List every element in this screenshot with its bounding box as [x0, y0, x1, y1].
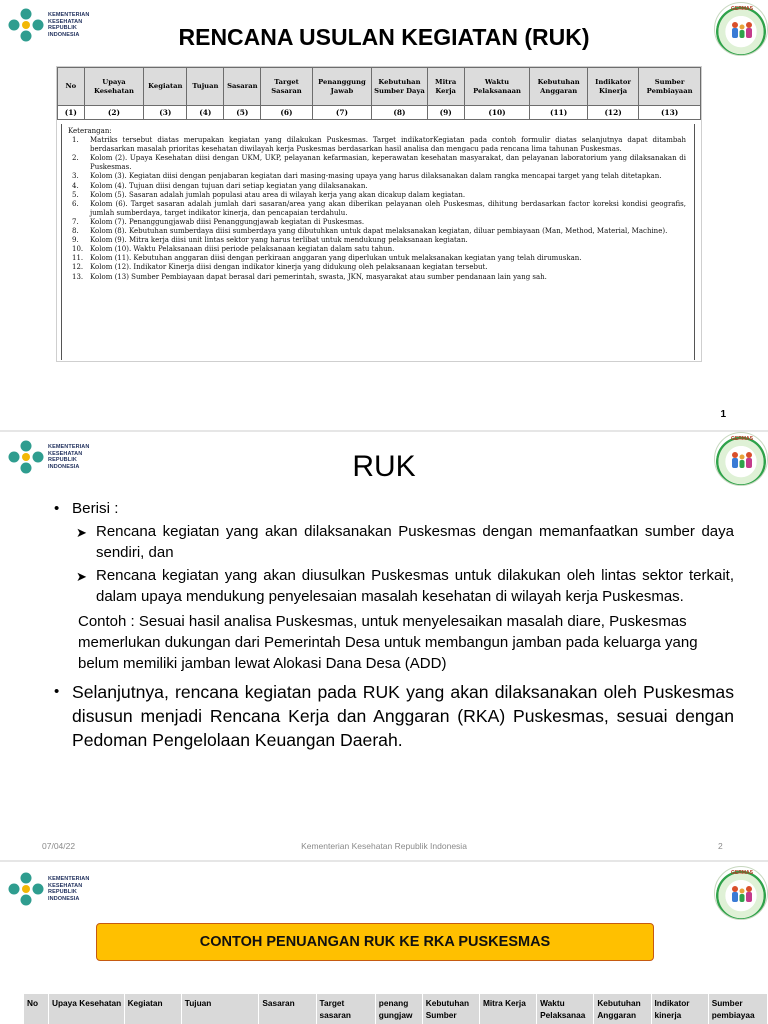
- germas-logo: GERMAS: [714, 866, 768, 920]
- table-header-cell: Tujuan: [187, 68, 224, 106]
- table-cell: (1): [58, 106, 85, 120]
- table-header-cell: Sasaran: [224, 68, 261, 106]
- list-item: ➤ Rencana kegiatan yang akan diusulkan Puskesmas untuk dilakukan oleh lintas sektor terkait, dalam upaya mendukung penyelesaian masalah kesehatan di wilayah kerja Puskesmas.: [76, 567, 734, 605]
- table-cell: (7): [312, 106, 372, 120]
- list-item: 4. Kolom (4). Tujuan diisi dengan tujuan dari setiap kegiatan yang dilaksanakan.: [72, 181, 368, 190]
- table-header-cell: No: [58, 68, 85, 106]
- table-header-cell: Target sasaran: [316, 994, 375, 1024]
- page-number: 2: [718, 841, 723, 851]
- list-item: 9. Kolom (9). Mitra kerja diisi unit lintas sektor yang harus terlibat untuk mendukung pelaksanaan kegiatan.: [72, 236, 468, 245]
- table-number-row: [58, 106, 701, 120]
- list-item: ➤ Rencana kegiatan yang akan dilaksanakan Puskesmas dengan memanfaatkan sumber daya sendiri, dan: [76, 523, 734, 561]
- table-header-cell: Mitra Kerja: [479, 994, 536, 1024]
- family-icon: [729, 883, 755, 905]
- slide-3: [0, 862, 768, 1024]
- table-header-cell: Kegiatan: [144, 68, 187, 106]
- slide-title: RUK: [352, 450, 416, 483]
- arrow-bullet-icon: ➤: [76, 525, 87, 540]
- table-cell: (3): [144, 106, 187, 120]
- page-title: RENCANA USULAN KEGIATAN (RUK): [178, 24, 590, 50]
- slide-2: [0, 432, 768, 860]
- ruk-table: [57, 67, 701, 120]
- table-header-cell: Waktu Pelaksanaan: [464, 68, 530, 106]
- table-cell: (4): [187, 106, 224, 120]
- table-header-cell: Upaya Kesehatan: [84, 68, 144, 106]
- section-banner: CONTOH PENUANGAN RUK KE RKA PUSKESMAS: [96, 923, 654, 961]
- table-header-cell: penang gungjaw: [375, 994, 422, 1024]
- table-cell: (10): [464, 106, 530, 120]
- page-number: 1: [720, 409, 726, 420]
- table-header-cell: Penanggung Jawab: [312, 68, 372, 106]
- table-header-cell: Sumber Pembiayaan: [639, 68, 701, 106]
- list-item: 3. Kolom (3). Kegiatan diisi dengan penjabaran kegiatan dari masing-masing upaya yang harus dilaksanakan dalam rangka mencapai target yang telah ditetapkan.: [72, 172, 662, 181]
- table-cell: (2): [84, 106, 144, 120]
- table-header-cell: Tujuan: [181, 994, 259, 1024]
- slide-body: [54, 498, 734, 752]
- table-header-cell: Indikator Kinerja: [587, 68, 638, 106]
- keterangan-box: [61, 124, 695, 360]
- table-header-cell: Mitra Kerja: [427, 68, 464, 106]
- footer-organization: Kementerian Kesehatan Republik Indonesia: [301, 841, 467, 851]
- table-header-cell: Sasaran: [259, 994, 316, 1024]
- ruk-table-image: [56, 66, 702, 362]
- table-cell: (8): [372, 106, 427, 120]
- arrow-bullet-icon: ➤: [76, 569, 87, 584]
- table-header-cell: Kebutuhan Sumber: [422, 994, 479, 1024]
- germas-logo: GERMAS: [714, 432, 768, 486]
- table-cell: (9): [427, 106, 464, 120]
- table-cell: (11): [530, 106, 588, 120]
- bullet-icon: •: [54, 500, 60, 517]
- bullet-icon: •: [54, 683, 60, 700]
- table-header-row: [24, 994, 768, 1024]
- list-item: 13. Kolom (13) Sumber Pembiayaan dapat berasal dari pemerintah, swasta, JKN, masyarakat atau sumber pendanaan lain yang sah.: [72, 272, 547, 281]
- keterangan-title: Keterangan:: [68, 127, 112, 135]
- list-item: 11. Kolom (11). Kebutuhan anggaran diisi dengan perkiraan anggaran yang diperlukan untuk melaksanakan kegiatan yang telah dirumuskan.: [72, 254, 582, 263]
- list-item: 10. Kolom (10). Waktu Pelaksanaan diisi periode pelaksanaan kegiatan dalam satu tahun.: [72, 245, 395, 254]
- list-item: 6. Kolom (6). Target sasaran adalah jumlah dari sasaran/area yang akan diberikan pelayanan oleh Puskesmas, dihitung berdasarkan factor koreksi kondisi geografis, jumlah sumberdaya, target indikator kinerja, dan pencapaian terdahulu.: [72, 199, 686, 217]
- list-item: 7. Kolom (7). Penanggungjawab diisi Penanggungjawab kegiatan di Puskesmas.: [72, 217, 365, 226]
- kemenkes-logo: [8, 872, 89, 906]
- kemenkes-wordmark: KEMENTERIAN KESEHATAN REPUBLIK INDONESIA: [48, 876, 90, 902]
- table-header-cell: Kebutuhan Sumber Daya: [372, 68, 427, 106]
- list-item: 2. Kolom (2). Upaya Kesehatan diisi dengan UKM, UKP, pelayanan kefarmasian, keperawatan kesehatan masyarakat, dan pelayanan laboratorium yang dilaksanakan di Puskesmas.: [72, 154, 686, 172]
- germas-logo: GERMAS: [714, 2, 768, 56]
- bullet-item: • Berisi :: [54, 500, 119, 517]
- table-header-cell: Waktu Pelaksanaa: [537, 994, 594, 1024]
- table-header-cell: Indikator kinerja: [651, 994, 708, 1024]
- table-cell: (13): [639, 106, 701, 120]
- list-item: 1. Matriks tersebut diatas merupakan kegiatan yang dilakukan Puskesmas. Target indikatorKegiatan pada contoh formulir diatas selanjutnya dapat ditambah berdasarkan masalah prioritas kesehatan diwilayah kerja Puskesmas berdasarkan hasil analisa dan mengacu pada rencana lima tahunan Puskesmas.: [72, 136, 686, 154]
- table-cell: (5): [224, 106, 261, 120]
- table-header-cell: No: [24, 994, 49, 1024]
- table-header-cell: Upaya Kesehatan: [49, 994, 125, 1024]
- kemenkes-wordmark: KEMENTERIAN KESEHATAN REPUBLIK INDONESIA: [48, 12, 90, 38]
- list-item: 5. Kolom (5). Sasaran adalah jumlah populasi atau area di wilayah kerja yang akan dicakup dalam kegiatan.: [72, 190, 466, 199]
- rka-table: [24, 994, 768, 1024]
- footer-date: 07/04/22: [42, 841, 76, 851]
- bullet-item: • Selanjutnya, rencana kegiatan pada RUK yang akan dilaksanakan oleh Puskesmas disusun menjadi Rencana Kerja dan Anggaran (RKA) Puskesmas, sesuai dengan Pedoman Pengelolaan Keuangan Daerah.: [54, 682, 734, 750]
- table-header-cell: Sumber pembiayaa: [708, 994, 767, 1024]
- table-header-cell: Target Sasaran: [261, 68, 312, 106]
- table-header-row: [58, 68, 701, 106]
- table-header-cell: Kegiatan: [124, 994, 181, 1024]
- slide-1: [0, 0, 768, 430]
- table-header-cell: Kebutuhan Anggaran: [530, 68, 588, 106]
- table-header-cell: Kebutuhan Anggaran: [594, 994, 651, 1024]
- list-item: 12. Kolom (12). Indikator Kinerja diisi dengan indikator kinerja yang didukung oleh pelaksanaan kegiatan tersebut.: [72, 263, 488, 272]
- table-cell: (6): [261, 106, 312, 120]
- example-paragraph: Contoh : Sesuai hasil analisa Puskesmas, untuk menyelesaikan masalah diare, Puskesmas memerlukan dukungan dari Pemerintah Desa untuk membangun jamban pada keluarga yang belum memiliki jamban lewat Alokasi Dana Desa (ADD): [78, 613, 698, 672]
- kemenkes-emblem-icon: [8, 872, 44, 906]
- list-item: 8. Kolom (8). Kebutuhan sumberdaya diisi sumberdaya yang dibutuhkan untuk dapat melaksanakan kegiatan, diluar pembiayaan (Man, Method, Material, Machine).: [72, 227, 668, 236]
- kemenkes-wordmark: KEMENTERIAN KESEHATAN REPUBLIK INDONESIA: [48, 444, 90, 470]
- table-cell: (12): [587, 106, 638, 120]
